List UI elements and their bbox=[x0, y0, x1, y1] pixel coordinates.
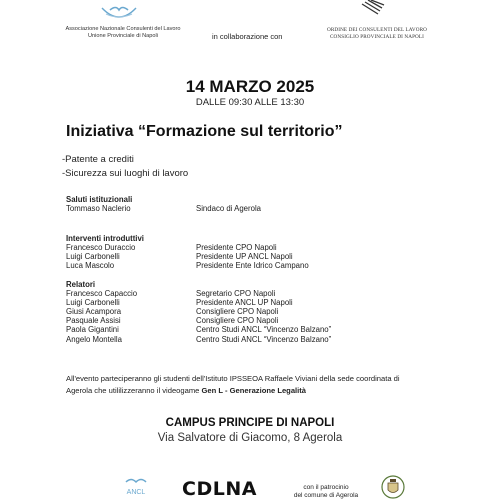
speaker-role: Presidente Ente Idrico Campano bbox=[196, 261, 309, 271]
speaker-name: Luca Mascolo bbox=[66, 261, 115, 271]
topic-item: -Sicurezza sui luoghi di lavoro bbox=[62, 167, 189, 179]
list-item bbox=[66, 243, 386, 252]
list-item bbox=[66, 316, 386, 325]
org-right-name bbox=[318, 27, 436, 41]
speaker-role: Sindaco di Agerola bbox=[196, 204, 262, 214]
org-left-line1: Associazione Nazionale Consulenti del Lavoro bbox=[65, 26, 181, 32]
speaker-role: Presidente CPO Napoli bbox=[196, 243, 277, 253]
list-item bbox=[66, 289, 386, 298]
speaker-role: Segretario CPO Napoli bbox=[196, 289, 276, 299]
list-item bbox=[66, 325, 386, 334]
page-header bbox=[0, 0, 500, 60]
event-time: DALLE 09:30 ALLE 13:30 bbox=[195, 97, 305, 108]
speaker-name: Francesco Capaccio bbox=[66, 289, 138, 299]
section-relatori bbox=[66, 280, 386, 344]
org-left-line2: Unione Provinciale di Napoli bbox=[88, 33, 158, 39]
list-item bbox=[66, 298, 386, 307]
speaker-name: Tommaso Naclerio bbox=[66, 204, 131, 214]
speaker-role: Presidente UP ANCL Napoli bbox=[196, 252, 293, 262]
section-title: Saluti istituzionali bbox=[66, 195, 133, 204]
list-item bbox=[66, 307, 386, 316]
speaker-name: Angelo Montella bbox=[66, 334, 122, 344]
note-text: All'evento parteciperanno gli studenti dell'Istituto IPSSEOA Raffaele Viviani della sede coordinata di Agerola che utililizzeranno il videogame bbox=[66, 374, 400, 395]
event-date: 14 MARZO 2025 bbox=[185, 77, 315, 96]
speaker-name: Giusi Acampora bbox=[66, 307, 122, 317]
list-item bbox=[66, 335, 386, 344]
speaker-name: Pasquale Assisi bbox=[66, 316, 121, 326]
speaker-name: Luigi Carbonelli bbox=[66, 298, 120, 308]
note-highlight: Gen L - Generazione Legalità bbox=[201, 385, 307, 395]
section-title: Relatori bbox=[66, 280, 96, 289]
patrocinio-text bbox=[292, 484, 360, 499]
speaker-role: Presidente ANCL UP Napoli bbox=[196, 298, 293, 308]
ordine-logo-icon bbox=[358, 0, 386, 20]
list-item bbox=[66, 204, 386, 213]
list-item bbox=[66, 261, 386, 270]
section-interventi bbox=[66, 234, 386, 270]
patrocinio-line1: con il patrocinio bbox=[303, 484, 349, 491]
speaker-role: Centro Studi ANCL “Vincenzo Balzano” bbox=[196, 334, 332, 344]
org-right-line1: ORDINE DEI CONSULENTI DEL LAVORO bbox=[326, 27, 428, 33]
event-topics bbox=[62, 153, 188, 180]
event-title: Iniziativa “Formazione sul territorio” bbox=[66, 123, 343, 140]
collaboration-text: in collaborazione con bbox=[212, 32, 283, 41]
venue-name: CAMPUS PRINCIPE DI NAPOLI bbox=[165, 417, 335, 429]
speaker-name: Luigi Carbonelli bbox=[66, 252, 120, 262]
ancl-logo-icon bbox=[96, 0, 142, 26]
speaker-role: Consigliere CPO Napoli bbox=[196, 307, 279, 317]
list-item bbox=[66, 252, 386, 261]
section-title: Interventi introduttivi bbox=[66, 234, 144, 243]
venue-address: Via Salvatore di Giacomo, 8 Agerola bbox=[157, 432, 343, 444]
event-note bbox=[66, 373, 426, 396]
ancl-footer-label: ANCL bbox=[126, 489, 146, 496]
org-right-line2: CONSIGLIO PROVINCIALE DI NAPOLI bbox=[329, 33, 425, 40]
cdlna-logo: CDLNA bbox=[182, 478, 257, 500]
speaker-role: Centro Studi ANCL “Vincenzo Balzano” bbox=[196, 325, 332, 335]
topic-item: -Patente a crediti bbox=[62, 154, 134, 165]
speaker-name: Paola Gigantini bbox=[66, 325, 119, 335]
comune-crest-icon bbox=[380, 474, 406, 500]
patrocinio-line2: del comune di Agerola bbox=[293, 491, 359, 499]
section-saluti bbox=[66, 195, 386, 213]
speaker-role: Consigliere CPO Napoli bbox=[196, 316, 279, 326]
ancl-footer-logo-icon bbox=[116, 474, 156, 500]
org-left-name bbox=[48, 26, 198, 40]
speaker-name: Francesco Duraccio bbox=[66, 243, 136, 253]
